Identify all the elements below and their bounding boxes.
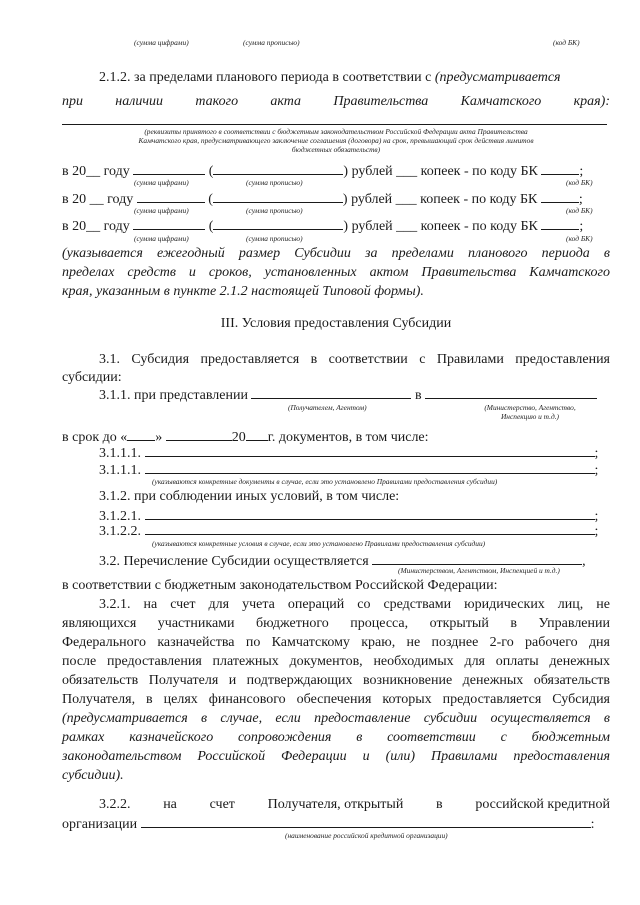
row1-caption-words: (сумма прописью) bbox=[246, 178, 303, 187]
row2-caption-words: (сумма прописью) bbox=[246, 206, 303, 215]
caption-bk-code: (код БК) bbox=[553, 38, 580, 47]
p32-line2: в соответствии с бюджетным законодательством Российской Федерации: bbox=[62, 578, 498, 593]
p321-line1: 3.2.1. на счет для учета операций со средствами юридических лиц, не bbox=[99, 597, 610, 612]
p322-line2: организации : bbox=[62, 814, 595, 833]
p311-line: 3.1.1. при представлении в bbox=[99, 385, 597, 404]
p31-line2: субсидии: bbox=[62, 370, 122, 385]
cond-item-2: 3.1.2.2. ; bbox=[99, 521, 598, 540]
italic-note-2: пределах средств и сроков, установленных актом Правительства Камчатского bbox=[62, 265, 610, 280]
p321-line5: обязательств Получателя и подтверждающих возникновение денежных обязательств bbox=[62, 673, 610, 688]
p212-line2: при наличии такого акта Правительства Камчатского края): bbox=[62, 94, 610, 109]
row2-caption-digits: (сумма цифрами) bbox=[134, 206, 189, 215]
italic-note-1: (указывается ежегодный размер Субсидии за пределами планового периода в bbox=[62, 246, 610, 261]
p31-line1: 3.1. Субсидия предоставляется в соответствии с Правилами предоставления bbox=[99, 352, 610, 367]
p322-line1: 3.2.2. на счет Получателя, открытый в российской кредитной bbox=[99, 797, 610, 812]
p321-italic-4: субсидии). bbox=[62, 768, 124, 783]
p312-line: 3.1.2. при соблюдении иных условий, в том числе: bbox=[99, 489, 400, 504]
cond-caption: (указываются конкретные условия в случае, если это установлено Правилами предоставления субсидии) bbox=[152, 539, 486, 548]
p321-line3: Федерального казначейства по Камчатскому краю, не позднее 2-го рабочего дня bbox=[62, 635, 610, 650]
section-title: III. Условия предоставления Субсидии bbox=[220, 316, 452, 331]
p321-italic-1: (предусматривается в случае, если предоставление субсидии осуществляется в bbox=[62, 711, 610, 726]
p321-line4: после предоставления платежных документов, необходимых для оплаты денежных bbox=[62, 654, 610, 669]
p212-line1: 2.1.2. за пределами планового периода в соответствии с (предусматривается bbox=[99, 70, 561, 85]
row1-caption-digits: (сумма цифрами) bbox=[134, 178, 189, 187]
row3-caption-words: (сумма прописью) bbox=[246, 234, 303, 243]
p321-line2: являющихся участниками бюджетного процесса, открытый в Управлении bbox=[62, 616, 610, 631]
year-row-1: в 20__ году ( ) рублей ___ копеек - по коду БК ; bbox=[62, 161, 583, 180]
p32-line1: 3.2. Перечисление Субсидии осуществляется , bbox=[99, 551, 586, 570]
row1-caption-bk: (код БК) bbox=[566, 178, 593, 187]
row3-caption-digits: (сумма цифрами) bbox=[134, 234, 189, 243]
italic-note-3: края, указанным в пункте 2.1.2 настоящей Типовой формы). bbox=[62, 284, 424, 299]
docs-caption: (указываются конкретные документы в случае, если это установлено Правилами предоставления субсидии) bbox=[152, 477, 498, 486]
row3-caption-bk: (код БК) bbox=[566, 234, 593, 243]
caption-sum-words: (сумма прописью) bbox=[243, 38, 300, 47]
deadline-line: в срок до « » 20 г. документов, в том числе: bbox=[62, 427, 429, 446]
cond-item-1: 3.1.2.1. ; bbox=[99, 506, 598, 525]
p322-caption: (наименование российской кредитной организации) bbox=[285, 831, 448, 840]
act-requisites-caption: (реквизиты принятого в соответствии с бюджетным законодательством Российской Федерации акта Правительства Камчатского края, предусматривающего заключение соглашения (договора) на срок, превышающий срок действия лимитов бюджетных обязательств) bbox=[138, 127, 534, 154]
year-row-3: в 20__ году ( ) рублей ___ копеек - по коду БК ; bbox=[62, 216, 583, 235]
doc-item-2: 3.1.1.1. ; bbox=[99, 460, 598, 479]
caption-sum-digits: (сумма цифрами) bbox=[134, 38, 189, 47]
doc-item-1: 3.1.1.1. ; bbox=[99, 443, 598, 462]
row2-caption-bk: (код БК) bbox=[566, 206, 593, 215]
caption-recipient: (Получателем, Агентом) bbox=[288, 403, 367, 412]
p321-italic-2: рамках казначейского сопровождения в соответствии с бюджетным bbox=[62, 730, 610, 745]
p321-italic-3: законодательством Российской Федерации и (или) Правилами предоставления bbox=[62, 749, 610, 764]
caption-ministry: (Министерство, Агентство, Инспекцию и т.д.) bbox=[484, 403, 576, 421]
p321-line6: Получателя, в целях финансового обеспечения которых предоставляется Субсидия bbox=[62, 692, 610, 707]
year-row-2: в 20 __ году ( ) рублей ___ копеек - по коду БК ; bbox=[62, 189, 583, 208]
act-requisites-line bbox=[62, 124, 607, 125]
p32-caption: (Министерством, Агентством, Инспекцией и т.д.) bbox=[398, 566, 560, 575]
